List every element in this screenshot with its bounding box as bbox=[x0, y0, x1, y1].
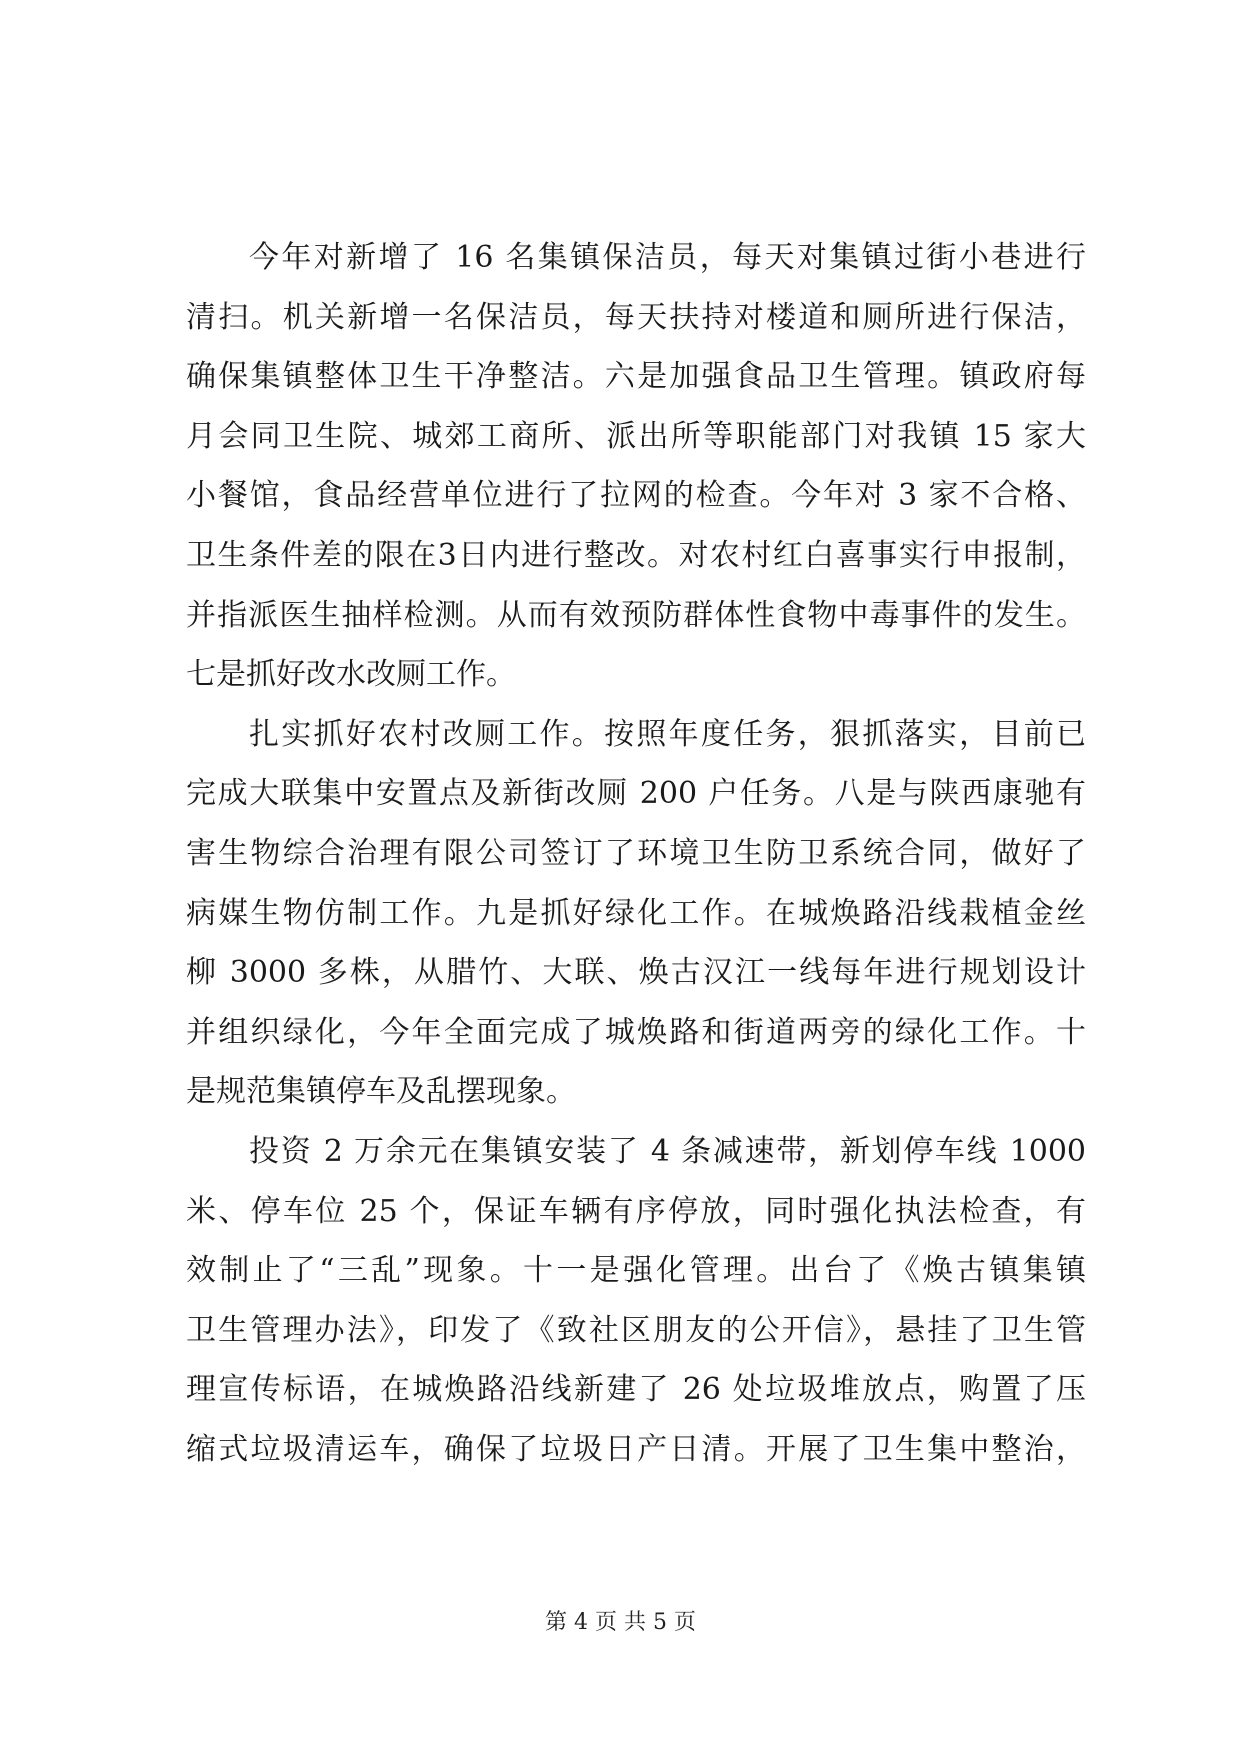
document-body bbox=[186, 228, 1086, 1479]
text-line: 并组织绿化，今年全面完成了城焕路和街道两旁的绿化工作。十 bbox=[186, 1014, 1086, 1050]
text-line: 害生物综合治理有限公司签订了环境卫生防卫系统合同，做好了 bbox=[186, 835, 1086, 871]
text-line: 投资 2 万余元在集镇安装了 4 条减速带，新划停车线 1000 bbox=[249, 1133, 1086, 1169]
text-line: 今年对新增了 16 名集镇保洁员，每天对集镇过街小巷进行 bbox=[249, 240, 1086, 275]
text-line: 扎实抓好农村改厕工作。按照年度任务，狠抓落实，目前已 bbox=[249, 716, 1086, 752]
text-line: 缩式垃圾清运车，确保了垃圾日产日清。开展了卫生集中整治， bbox=[186, 1431, 1086, 1467]
text-line: 确保集镇整体卫生干净整洁。六是加强食品卫生管理。镇政府每 bbox=[186, 359, 1086, 395]
text-line: 病媒生物仿制工作。九是抓好绿化工作。在城焕路沿线栽植金丝 bbox=[186, 895, 1086, 931]
text-line: 效制止了“三乱”现象。十一是强化管理。出台了《焕古镇集镇 bbox=[186, 1253, 1086, 1289]
text-line: 完成大联集中安置点及新街改厕 200 户任务。八是与陕西康驰有 bbox=[186, 776, 1086, 812]
text-line: 小餐馆，食品经营单位进行了拉网的检查。今年对 3 家不合格、 bbox=[186, 478, 1086, 514]
text-line: 月会同卫生院、城郊工商所、派出所等职能部门对我镇 15 家大 bbox=[186, 418, 1086, 454]
text-line: 七是抓好改水改厕工作。 bbox=[186, 657, 516, 693]
text-line: 清扫。机关新增一名保洁员，每天扶持对楼道和厕所进行保洁， bbox=[186, 299, 1086, 335]
text-line: 卫生管理办法》，印发了《致社区朋友的公开信》，悬挂了卫生管 bbox=[186, 1312, 1086, 1348]
text-line: 柳 3000 多株，从腊竹、大联、焕古汉江一线每年进行规划设计 bbox=[186, 955, 1086, 991]
page-footer: 第 4 页 共 5 页 bbox=[545, 1610, 696, 1635]
text-line: 米、停车位 25 个，保证车辆有序停放，同时强化执法检查，有 bbox=[186, 1193, 1086, 1229]
text-line: 是规范集镇停车及乱摆现象。 bbox=[186, 1074, 576, 1110]
text-line: 理宣传标语，在城焕路沿线新建了 26 处垃圾堆放点，购置了压 bbox=[186, 1372, 1086, 1408]
text-line: 并指派医生抽样检测。从而有效预防群体性食物中毒事件的发生。 bbox=[186, 597, 1086, 633]
text-line: 卫生条件差的限在3日内进行整改。对农村红白喜事实行申报制， bbox=[186, 537, 1086, 573]
